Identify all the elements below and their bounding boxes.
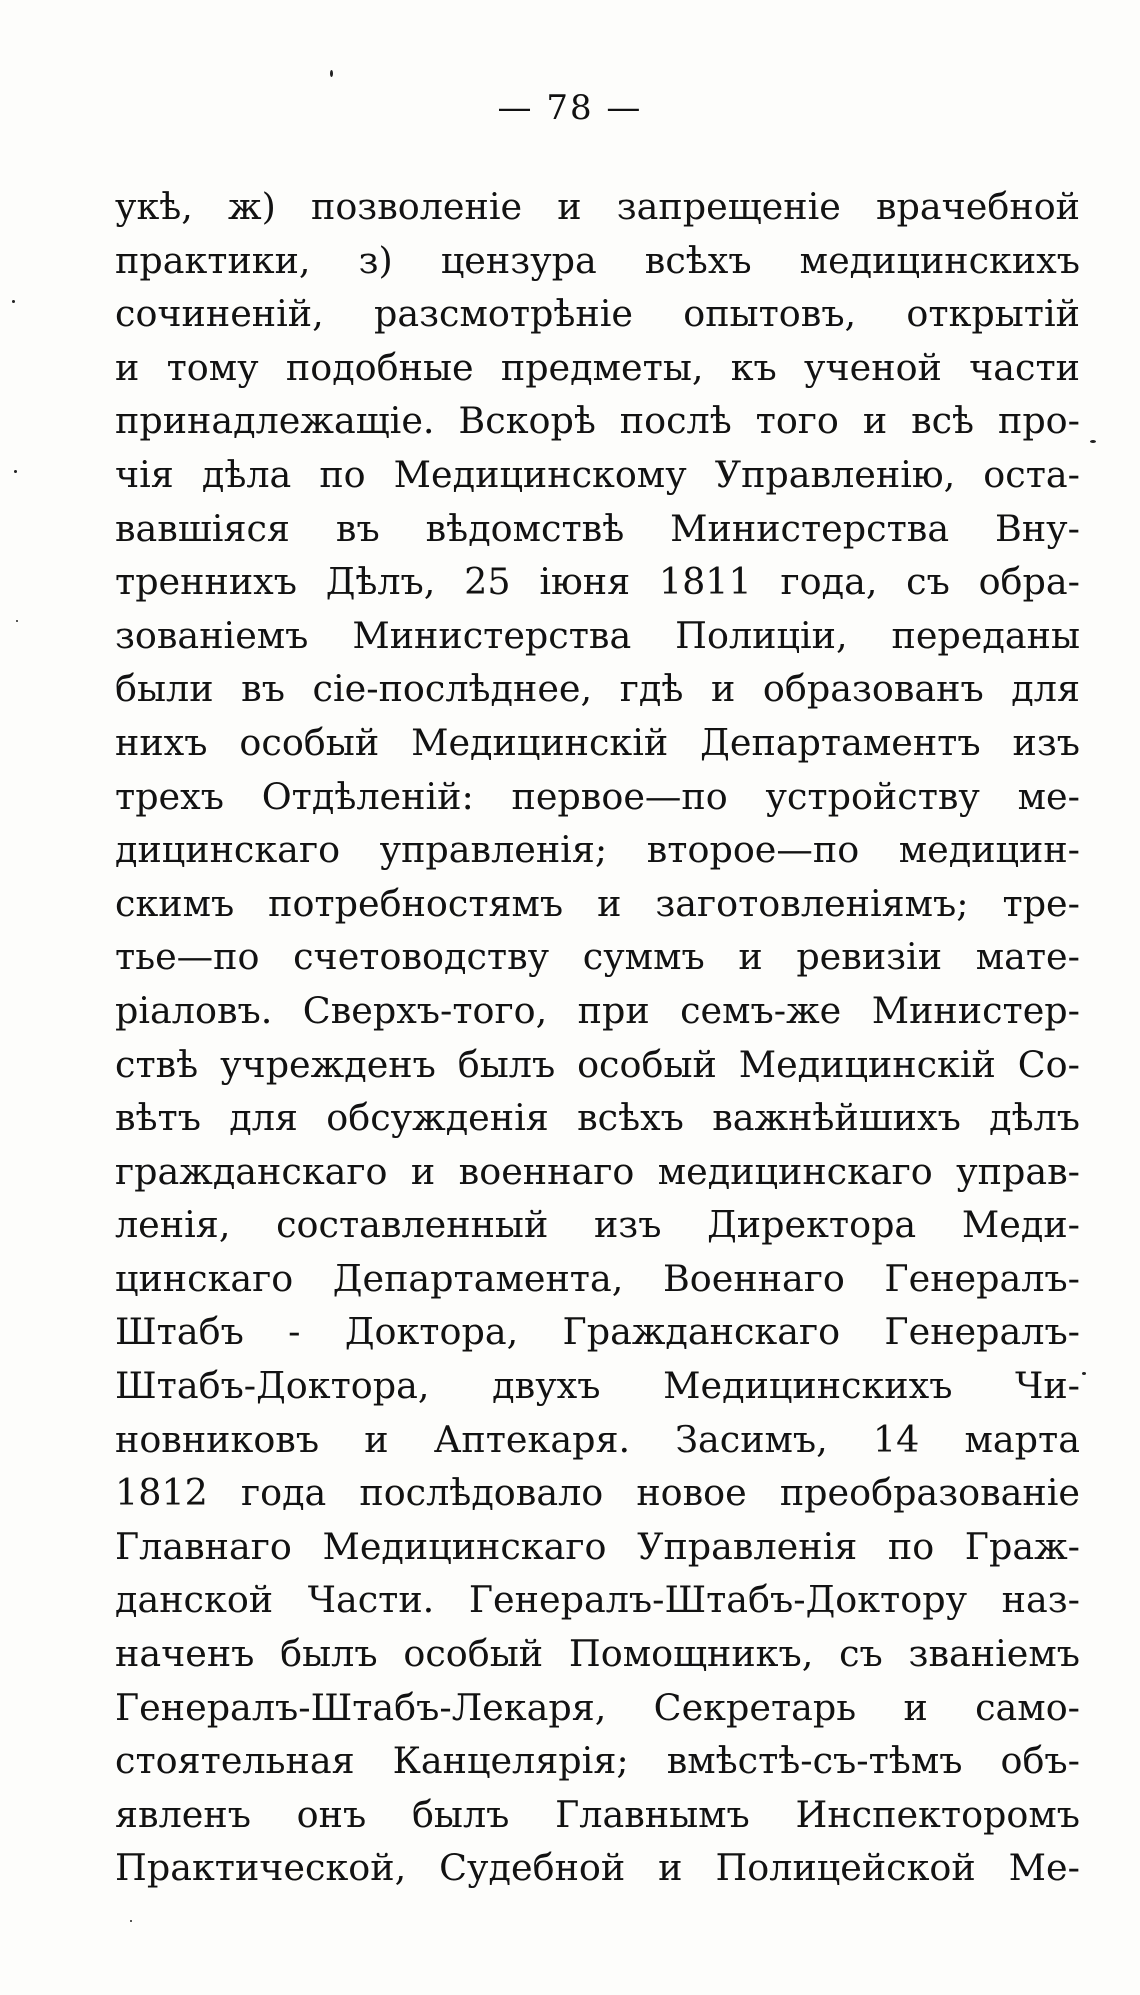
text-line: стоятельная Канцелярія; вмѣстѣ-съ-тѣмъ объ-	[115, 1739, 1080, 1783]
text-line: были въ сіе-послѣднее, гдѣ и образованъ для	[115, 667, 1080, 711]
text-line: явленъ онъ былъ Главнымъ Инспекторомъ	[115, 1792, 1080, 1836]
text-line: данской Части. Генералъ-Штабъ-Доктору наз-	[115, 1578, 1080, 1622]
text-line: Главнаго Медицинскаго Управленія по Граж-	[115, 1524, 1080, 1568]
text-line: Штабъ-Доктора, двухъ Медицинскихъ Чи-	[115, 1364, 1080, 1408]
text-line: 1812 года послѣдовало новое преобразованіе	[115, 1471, 1080, 1515]
scan-speck	[1082, 1372, 1086, 1375]
scan-speck	[12, 300, 15, 303]
scan-speck	[130, 1920, 132, 1922]
text-line: вавшіяся въ вѣдомствѣ Министерства Вну-	[115, 506, 1080, 550]
text-line: Генералъ-Штабъ-Лекаря, Секретарь и само-	[115, 1685, 1080, 1729]
text-line: и тому подобные предметы, къ ученой части	[115, 345, 1080, 389]
text-line: ленія, составленный изъ Директора Меди-	[115, 1203, 1080, 1247]
text-line: ствѣ учрежденъ былъ особый Медицинскій Со-	[115, 1042, 1080, 1086]
scan-speck	[330, 70, 333, 77]
text-line: наченъ былъ особый Помощникъ, съ званіемъ	[115, 1632, 1080, 1676]
text-line: практики, з) цензура всѣхъ медицинскихъ	[115, 238, 1080, 282]
text-line: трехъ Отдѣленій: первое—по устройству ме-	[115, 774, 1080, 818]
text-line: цинскаго Департамента, Военнаго Генералъ-	[115, 1256, 1080, 1300]
text-line: дицинскаго управленія; второе—по медицин-	[115, 828, 1080, 872]
text-line: новниковъ и Аптекаря. Засимъ, 14 марта	[115, 1417, 1080, 1461]
text-line: укѣ, ж) позволеніе и запрещеніе врачебной	[115, 185, 1080, 228]
text-line: Штабъ - Доктора, Гражданскаго Генералъ-	[115, 1310, 1080, 1354]
text-line: принадлежащіе. Вскорѣ послѣ того и всѣ про-	[115, 399, 1080, 443]
text-line: ріаловъ. Сверхъ-того, при семъ-же Министер-	[115, 988, 1080, 1032]
scan-speck	[14, 470, 17, 473]
scan-speck	[1090, 440, 1096, 443]
text-line: гражданскаго и военнаго медицинскаго управ-	[115, 1149, 1080, 1193]
text-line: нихъ особый Медицинскій Департаментъ изъ	[115, 720, 1080, 764]
text-line: скимъ потребностямъ и заготовленіямъ; тре-	[115, 881, 1080, 925]
text-line: тье—по счетоводству суммъ и ревизіи мате-	[115, 935, 1080, 979]
text-line: Практической, Судебной и Полицейской Ме-	[115, 1846, 1080, 1890]
page-number: — 78 —	[497, 88, 643, 128]
text-line: чія дѣла по Медицинскому Управленію, оста-	[115, 452, 1080, 496]
text-line: вѣтъ для обсужденія всѣхъ важнѣйшихъ дѣлъ	[115, 1096, 1080, 1140]
text-line: зованіемъ Министерства Полиціи, переданы	[115, 613, 1080, 657]
text-line: треннихъ Дѣлъ, 25 іюня 1811 года, съ обра-	[115, 560, 1080, 604]
scan-speck	[16, 620, 18, 622]
body-text	[115, 180, 1080, 1895]
text-line: сочиненій, разсмотрѣніе опытовъ, открытій	[115, 292, 1080, 336]
